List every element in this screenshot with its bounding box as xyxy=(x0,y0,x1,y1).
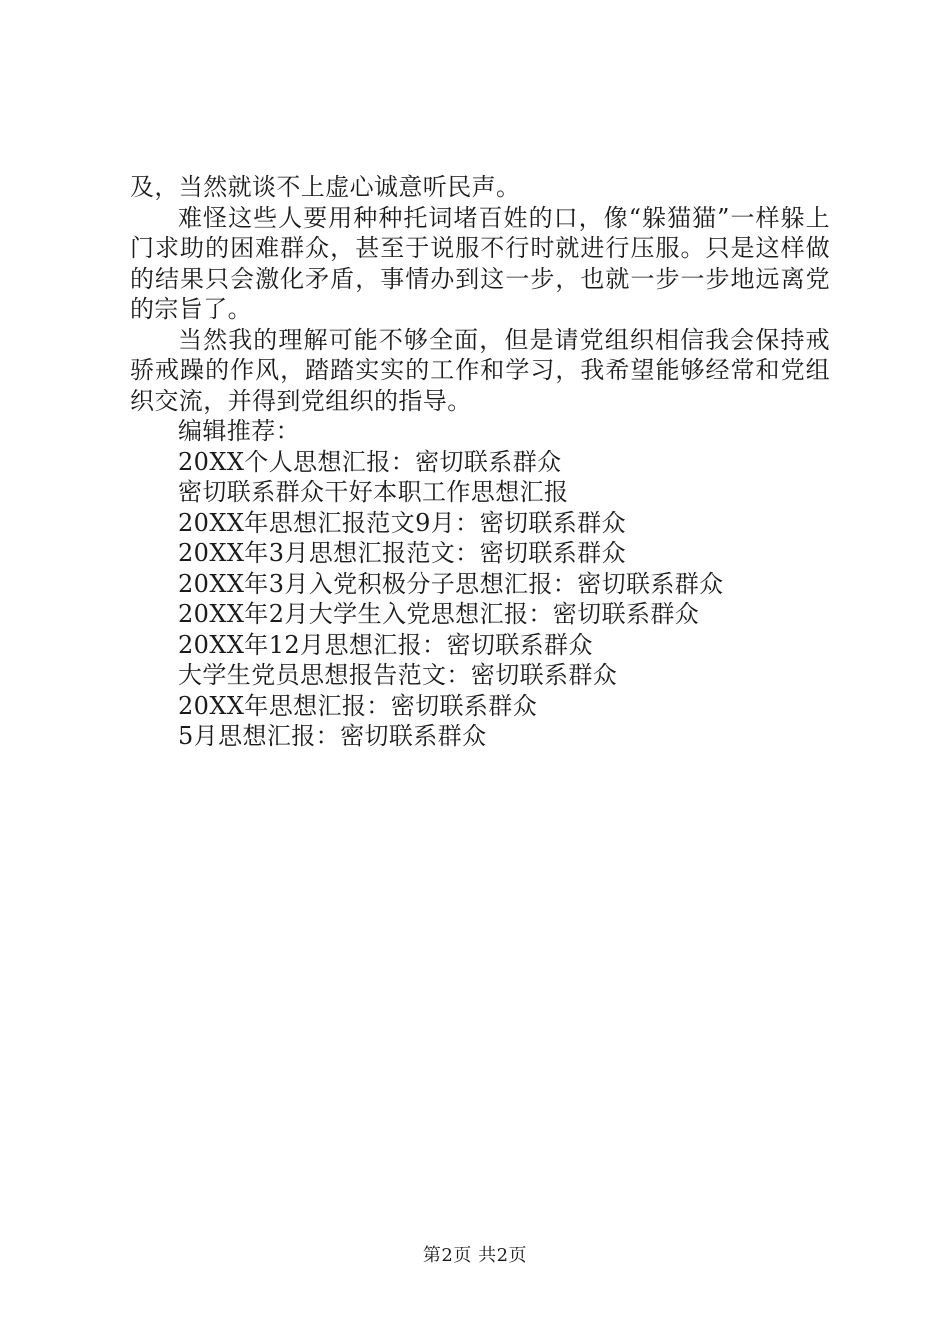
recommend-item[interactable]: 20XX年12月思想汇报：密切联系群众 xyxy=(178,630,593,659)
recommend-item[interactable]: 5月思想汇报：密切联系群众 xyxy=(178,722,487,750)
recommend-heading: 编辑推荐： xyxy=(178,417,300,445)
recommend-item[interactable]: 20XX年3月思想汇报范文：密切联系群众 xyxy=(178,539,626,567)
paragraph: 当然我的理解可能不够全面，但是请党组织相信我会保持戒骄戒躁的作风，踏踏实实的工作和学习，我希望能够经常和党组织交流，并得到党组织的指导。 xyxy=(130,325,830,415)
recommend-item[interactable]: 大学生党员思想报告范文：密切联系群众 xyxy=(178,661,618,689)
document-body xyxy=(130,172,830,752)
recommend-item[interactable]: 20XX年3月入党积极分子思想汇报：密切联系群众 xyxy=(178,569,724,598)
recommend-item[interactable]: 20XX个人思想汇报：密切联系群众 xyxy=(178,447,562,476)
recommend-item[interactable]: 密切联系群众干好本职工作思想汇报 xyxy=(178,478,569,506)
recommend-list xyxy=(130,447,830,752)
paragraph: 难怪这些人要用种种托词堵百姓的口，像“躲猫猫”一样躲上门求助的困难群众，甚至于说服不行时就进行压服。只是这样做的结果只会激化矛盾，事情办到这一步，也就一步一步地远离党的宗旨了。 xyxy=(130,203,830,323)
page-number-footer: 第2页 共2页 xyxy=(422,1245,528,1266)
recommend-item[interactable]: 20XX年思想汇报：密切联系群众 xyxy=(178,691,538,720)
recommend-item[interactable]: 20XX年思想汇报范文9月：密切联系群众 xyxy=(178,508,626,537)
recommend-item[interactable]: 20XX年2月大学生入党思想汇报：密切联系群众 xyxy=(178,600,700,628)
paragraph-continuation: 及，当然就谈不上虚心诚意听民声。 xyxy=(130,173,521,201)
